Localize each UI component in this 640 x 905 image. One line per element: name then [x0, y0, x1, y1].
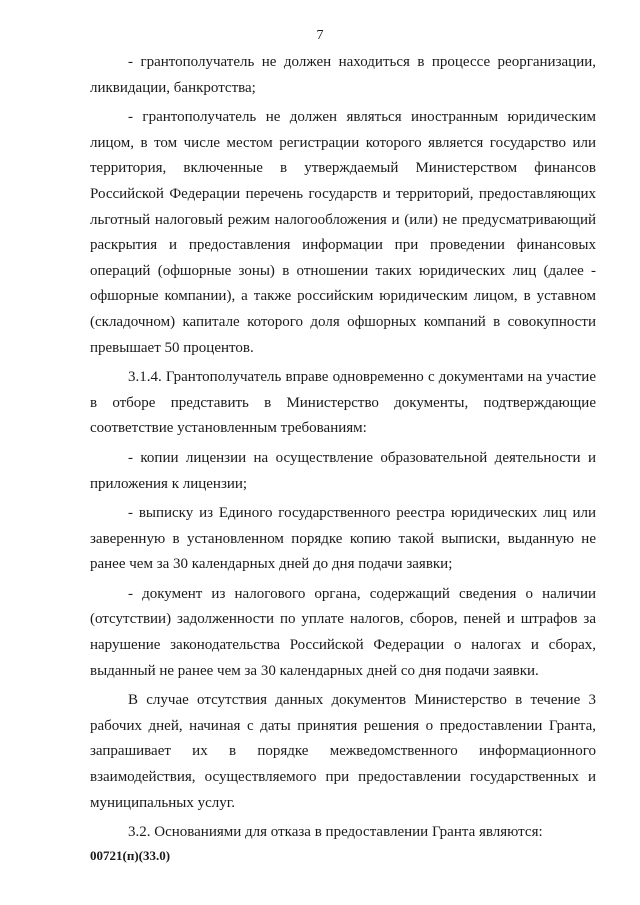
paragraph-3-2: 3.2. Основаниями для отказа в предоставлении Гранта являются:: [128, 824, 543, 841]
paragraph-tax-document: - документ из налогового органа, содержащий сведения о наличии (отсутствии) задолженности по уплате налогов, сборов, пеней и штрафов за нарушение законодательства Российской Федерации о налогах и сборах, выданный не ранее чем за 30 календарных дней со дня подачи заявки.: [90, 585, 596, 679]
paragraph-registry-extract: - выписку из Единого государственного реестра юридических лиц или заверенную в установленном порядке копию такой выписки, выданную не ранее чем за 30 календарных дней до дня подачи заявки;: [90, 505, 596, 573]
paragraph-interagency-request: В случае отсутствия данных документов Министерство в течение 3 рабочих дней, начиная с даты принятия решения о предоставлении Гранта, запрашивает их в порядке межведомственного информационного взаимодействия, осуществляемого при предоставлении государственных и муниципальных услуг.: [90, 692, 596, 811]
page-number: 7: [316, 28, 324, 43]
document-body: [90, 50, 596, 850]
paragraph-license-copy: - копии лицензии на осуществление образовательной деятельности и приложения к лицензии;: [90, 449, 596, 492]
paragraph-3-1-4: 3.1.4. Грантополучатель вправе одновременно с документами на участие в отборе представить в Министерство документы, подтверждающие соответствие установленным требованиям:: [90, 369, 596, 437]
paragraph-foreign-entity: - грантополучатель не должен являться иностранным юридическим лицом, в том числе местом регистрации которого является государство или территория, включенные в утверждаемый Министерством финансов Российской Федерации перечень государств и территорий, предоставляющих льготный налоговый режим налогообложения и (или) не предусматривающий раскрытия и предоставления информации при проведении финансовых операций (офшорные зоны) в отношении таких юридических лиц (далее - офшорные компании), а также российским юридическим лицом, в уставном (складочном) капитале которого доля офшорных компаний в совокупности превышает 50 процентов.: [90, 109, 596, 356]
footer-document-code: 00721(п)(33.0): [90, 848, 171, 863]
paragraph-reorganization: - грантополучатель не должен находиться в процессе реорганизации, ликвидации, банкротства;: [90, 54, 596, 96]
